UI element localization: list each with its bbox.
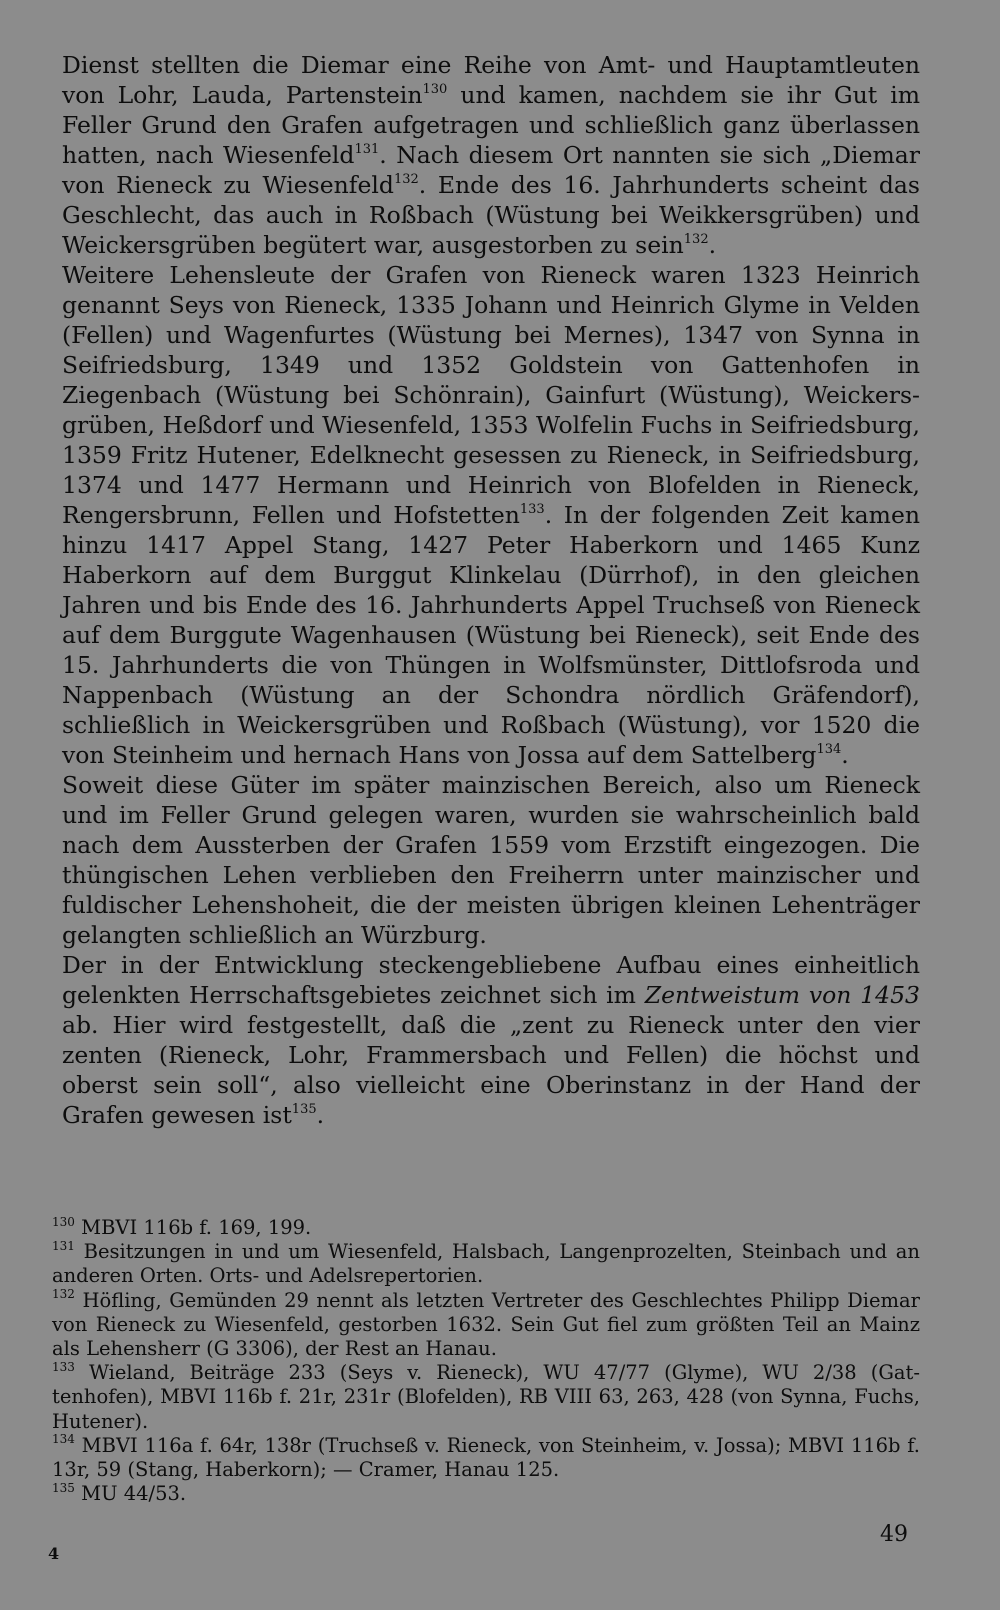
footnote-text: MU 44/53. bbox=[74, 1482, 187, 1506]
text: Der in der Entwicklung steckengebliebene Aufbau eines einheitlich gelenkten Herrschaftsgebietes zeichnet sich im bbox=[62, 951, 920, 1009]
footnote-ref-132[interactable]: 132 bbox=[393, 172, 419, 188]
footnote-ref-131[interactable]: 131 bbox=[354, 142, 380, 158]
text: . In der folgenden Zeit kamen hinzu 1417 Appel Stang, 1427 Peter Haberkorn und 1465 Kunz Haberkorn auf dem Burggut Klinkelau (Dürrhof), in den gleichen Jahren und bis Ende des 16. Jahrhunderts Appel Truchseß von Rieneck auf dem Burggute Wagenhausen (Wüstung bei Rieneck), seit Ende des 15. Jahrhunderts die von Thüngen in Wolfsmünster, Dittlofsroda und Nappenbach (Wüstung an der Schondra nördlich Gräfendorf), schließlich in Weickersgrüben und Roßbach (Wüstung), vor 1520 die von Steinheim und hernach Hans von Jossa auf dem Sattelberg bbox=[62, 501, 920, 769]
paragraph-3: Soweit diese Güter im später mainzischen Bereich, also um Rieneck und im Feller Grund gelegen waren, wurden sie wahrscheinlich bald nach dem Aussterben der Grafen 1559 vom Erzstift eingezogen. Die thüngischen Lehen verblieben den Freiherrn unter mainzischer und fuldischer Lehenshoheit, die der meisten übrigen kleinen Lehenträger gelangten schließlich an Würzburg. bbox=[62, 771, 920, 949]
footnote bbox=[52, 1361, 920, 1434]
paragraph-1 bbox=[62, 50, 920, 260]
text: Dienst stellten die Diemar eine Reihe von Amt- und Hauptamtleuten von Lohr, Lauda, Partenstein bbox=[62, 51, 920, 109]
text: . Ende des 16. Jahrhunderts scheint das Geschlecht, das auch in Roßbach (Wüstung bei Weikkersgrüben) und Weickersgrüben begütert war, ausgestorben zu sein bbox=[62, 171, 920, 259]
footnote-text: Höfling, Gemünden 29 nennt als letzten Vertreter des Geschlechtes Philipp Diemar von Rieneck zu Wiesenfeld, gestorben 1632. Sein Gut fiel zum größten Teil an Mainz als Lehensherr (G 3306), der Rest an Hanau. bbox=[52, 1288, 920, 1361]
footnote bbox=[52, 1240, 920, 1288]
footnote-number: 135 bbox=[52, 1480, 75, 1495]
footnote-ref-130[interactable]: 130 bbox=[422, 82, 448, 98]
signature-mark: 4 bbox=[48, 1544, 60, 1563]
text: . bbox=[841, 741, 849, 769]
footnote-text: MBVI 116b f. 169, 199. bbox=[74, 1216, 312, 1239]
footnote-ref-135[interactable]: 135 bbox=[291, 1102, 317, 1118]
footnote-text: Wieland, Beiträge 233 (Seys v. Rieneck), WU 47/77 (Glyme), WU 2/38 (Gattenhofen), MBVI 116b f. 21r, 231r (Blofelden), RB VIII 63, 263, 428 (von Synna, Fuchs, Hutener). bbox=[52, 1361, 920, 1433]
footnote bbox=[52, 1482, 920, 1506]
main-text bbox=[62, 50, 920, 1130]
footnote-text: MBVI 116a f. 64r, 138r (Truchseß v. Rieneck, von Steinheim, v. Jossa); MBVI 116b f. 13r, 59 (Stang, Haberkorn); — Cramer, Hanau 125. bbox=[52, 1433, 920, 1482]
footnote-number: 130 bbox=[52, 1214, 75, 1229]
italic-title: Zentweistum von 1453 bbox=[644, 981, 920, 1009]
text: . bbox=[708, 231, 717, 259]
text: Weitere Lehensleute der Grafen von Rieneck waren 1323 Heinrich genannt Seys von Rieneck, 1335 Johann und Heinrich Glyme in Velden (Fellen) und Wagenfurtes (Wüstung bei Mernes), 1347 von Synna in Seifriedsburg, 1349 und 1352 Goldstein von Gattenhofen in Ziegenbach (Wüstung bei Schönrain), Gainfurt (Wüstung), Weickersgrüben, Heßdorf und Wiesenfeld, 1353 Wolfelin Fuchs in Seifriedsburg, 1359 Fritz Hutener, Edelknecht gesessen zu Rieneck, in Seifriedsburg, 1374 und 1477 Hermann und Heinrich von Blofelden in Rieneck, Rengersbrunn, Fellen und Hofstetten bbox=[62, 261, 920, 529]
footnote-number: 134 bbox=[52, 1432, 75, 1447]
text: ab. Hier wird festgestellt, daß die „zent zu Rieneck unter den vier zenten (Rieneck, Lohr, Frammersbach und Fellen) die höchst und oberst sein soll“, also vielleicht eine Oberinstanz in der Hand der Grafen gewesen ist bbox=[62, 1011, 920, 1129]
footnote-text: Besitzungen in und um Wiesenfeld, Halsbach, Langenprozelten, Steinbach und an anderen Orten. Orts- und Adelsrepertorien. bbox=[52, 1240, 920, 1288]
footnotes bbox=[52, 1216, 920, 1506]
paragraph-2 bbox=[62, 260, 920, 770]
text: . bbox=[316, 1101, 325, 1129]
text: . Nach diesem Ort nannten sie sich „Diemar von Rieneck zu Wiesenfeld bbox=[62, 141, 921, 199]
footnote-ref-133[interactable]: 133 bbox=[519, 502, 545, 518]
text: und kamen, nachdem sie ihr Gut im Feller Grund den Grafen aufgetragen und schließlich ganz überlassen hatten, nach Wiesenfeld bbox=[62, 81, 921, 169]
footnote-number: 132 bbox=[52, 1287, 75, 1302]
footnote-number: 131 bbox=[52, 1238, 75, 1253]
footnote bbox=[52, 1434, 920, 1482]
footnote-number: 133 bbox=[52, 1359, 75, 1374]
footnote bbox=[52, 1216, 920, 1240]
footnote bbox=[52, 1289, 920, 1362]
footnote-ref-132b[interactable]: 132 bbox=[683, 232, 709, 248]
page-number: 49 bbox=[880, 1522, 908, 1547]
paragraph-4 bbox=[62, 950, 920, 1130]
footnote-ref-134[interactable]: 134 bbox=[816, 742, 842, 758]
